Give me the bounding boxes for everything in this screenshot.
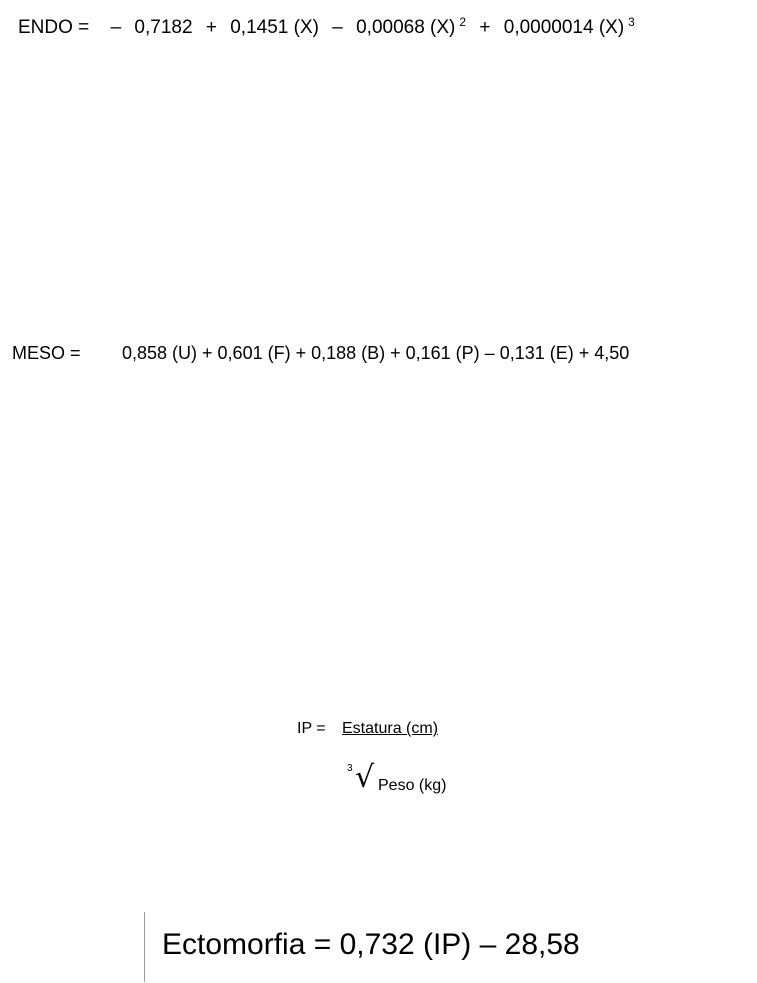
endo-operator-1: – xyxy=(110,17,122,38)
meso-equation xyxy=(12,344,629,362)
ip-denominator: Peso (kg) xyxy=(378,777,447,794)
endo-term-4-exponent: 3 xyxy=(628,15,635,29)
ip-numerator: Estatura (cm) xyxy=(342,720,439,737)
endo-term-2: 0,1451 (X) xyxy=(230,17,319,38)
endo-operator-2: + xyxy=(205,17,217,38)
ecto-left-rule xyxy=(144,912,145,982)
root-sign-icon: √ xyxy=(355,760,375,795)
endo-label: ENDO = xyxy=(18,17,90,38)
endo-equation xyxy=(18,16,635,37)
endo-term-1: 0,7182 xyxy=(134,17,193,38)
cube-root-index: 3 xyxy=(347,763,353,774)
endo-operator-3: – xyxy=(332,17,343,38)
endo-term-4: 0,0000014 (X) xyxy=(503,17,625,38)
endo-term-3-exponent: 2 xyxy=(459,15,467,29)
endo-operator-4: + xyxy=(479,17,491,38)
ip-label: IP = xyxy=(297,720,326,737)
endo-term-3: 0,00068 (X) xyxy=(356,17,456,38)
meso-label: MESO = xyxy=(12,343,81,363)
meso-expression: 0,858 (U) + 0,601 (F) + 0,188 (B) + 0,161 (P) – 0,131 (E) + 4,50 xyxy=(122,343,630,363)
ecto-equation: Ectomorfia = 0,732 (IP) – 28,58 xyxy=(162,928,580,961)
